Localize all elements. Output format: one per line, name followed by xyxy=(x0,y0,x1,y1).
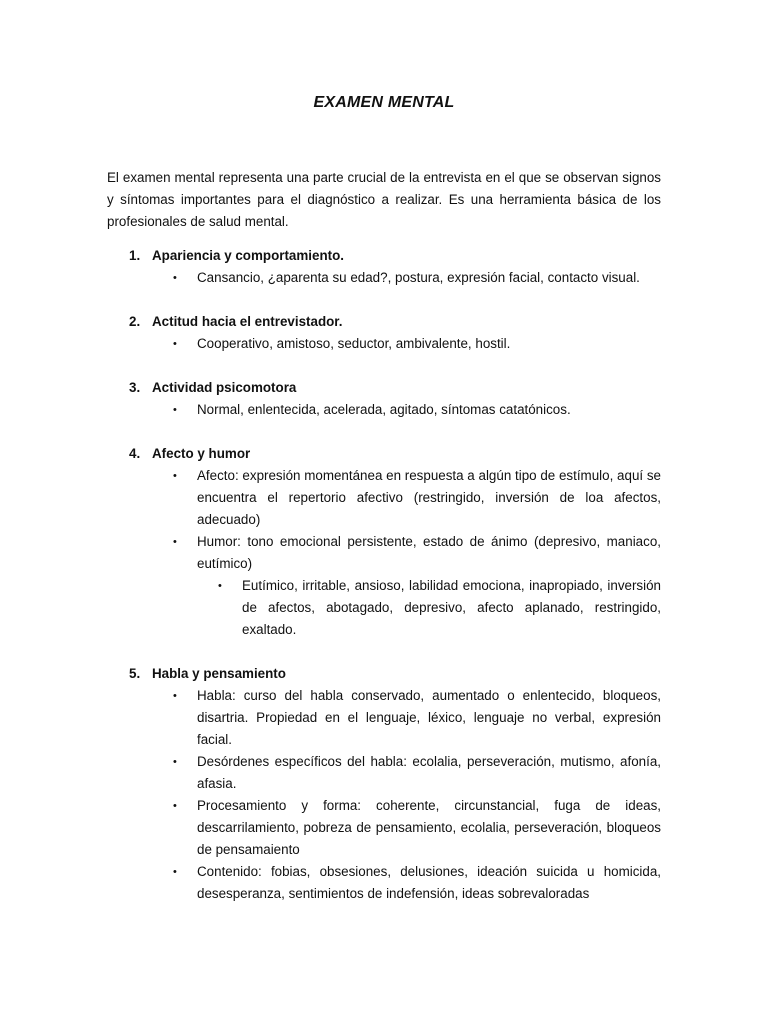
list-item xyxy=(107,267,661,289)
section-5 xyxy=(107,663,661,905)
bullet-icon: • xyxy=(173,800,177,812)
section-heading xyxy=(107,377,661,399)
section-2 xyxy=(107,311,661,355)
document-title: EXAMEN MENTAL xyxy=(313,94,455,111)
bullet-icon: • xyxy=(173,866,177,878)
sub-list-item-text: Eutímico, irritable, ansioso, labilidad emociona, inapropiado, inversión de afectos, abotagado, depresivo, afecto aplanado, restringido, exaltado. xyxy=(242,578,661,637)
bullet-list xyxy=(107,685,661,905)
section-number: 5. xyxy=(129,666,141,681)
section-3 xyxy=(107,377,661,421)
bullet-list xyxy=(107,399,661,421)
bullet-list xyxy=(107,267,661,289)
sub-bullet-list xyxy=(107,575,661,641)
list-item xyxy=(107,795,661,861)
bullet-list xyxy=(107,333,661,355)
list-item-text: Cansancio, ¿aparenta su edad?, postura, expresión facial, contacto visual. xyxy=(197,270,640,285)
bullet-icon: • xyxy=(218,580,222,592)
section-heading xyxy=(107,443,661,465)
section-1 xyxy=(107,245,661,289)
list-item-text: Normal, enlentecida, acelerada, agitado, síntomas catatónicos. xyxy=(197,402,571,417)
list-item-text: Cooperativo, amistoso, seductor, ambivalente, hostil. xyxy=(197,336,511,351)
section-heading-text: Actitud hacia el entrevistador. xyxy=(152,314,343,329)
section-number: 1. xyxy=(129,248,141,263)
section-4 xyxy=(107,443,661,641)
bullet-icon: • xyxy=(173,690,177,702)
section-heading xyxy=(107,663,661,685)
bullet-icon: • xyxy=(173,404,177,416)
section-heading-text: Afecto y humor xyxy=(152,446,251,461)
bullet-icon: • xyxy=(173,470,177,482)
list-item xyxy=(107,685,661,751)
section-list xyxy=(107,245,661,927)
section-heading-text: Apariencia y comportamiento. xyxy=(152,248,344,263)
intro-paragraph: El examen mental representa una parte crucial de la entrevista en el que se observan signos y síntomas importantes para el diagnóstico a realizar. Es una herramienta básica de los profesionales de salud mental. xyxy=(107,170,661,229)
bullet-icon: • xyxy=(173,338,177,350)
section-number: 3. xyxy=(129,380,141,395)
bullet-icon: • xyxy=(173,272,177,284)
bullet-icon: • xyxy=(173,536,177,548)
section-heading xyxy=(107,245,661,267)
section-heading-text: Actividad psicomotora xyxy=(152,380,297,395)
list-item-text: Habla: curso del habla conservado, aumentado o enlentecido, bloqueos, disartria. Propiedad en el lenguaje, léxico, lenguaje no verbal, expresión facial. xyxy=(197,688,661,747)
section-number: 4. xyxy=(129,446,141,461)
bullet-icon: • xyxy=(173,756,177,768)
list-item xyxy=(107,751,661,795)
bullet-list xyxy=(107,465,661,641)
list-item xyxy=(107,861,661,905)
list-item xyxy=(107,531,661,641)
list-item-text: Desórdenes específicos del habla: ecolalia, perseveración, mutismo, afonía, afasia. xyxy=(197,754,661,791)
list-item-text: Afecto: expresión momentánea en respuesta a algún tipo de estímulo, aquí se encuentra el repertorio afectivo (restringido, inversión de loa afectos, adecuado) xyxy=(197,468,661,527)
list-item xyxy=(107,399,661,421)
list-item xyxy=(107,465,661,531)
list-item-text: Procesamiento y forma: coherente, circunstancial, fuga de ideas, descarrilamiento, pobreza de pensamiento, ecolalia, perseveración, bloqueos de pensamaiento xyxy=(197,798,661,857)
section-heading xyxy=(107,311,661,333)
list-item-text: Humor: tono emocional persistente, estado de ánimo (depresivo, maniaco, eutímico) xyxy=(197,534,661,571)
list-item xyxy=(107,333,661,355)
list-item-text: Contenido: fobias, obsesiones, delusiones, ideación suicida u homicida, desesperanza, sentimientos de indefensión, ideas sobrevaloradas xyxy=(197,864,661,901)
sub-list-item xyxy=(107,575,661,641)
section-heading-text: Habla y pensamiento xyxy=(152,666,286,681)
section-number: 2. xyxy=(129,314,141,329)
